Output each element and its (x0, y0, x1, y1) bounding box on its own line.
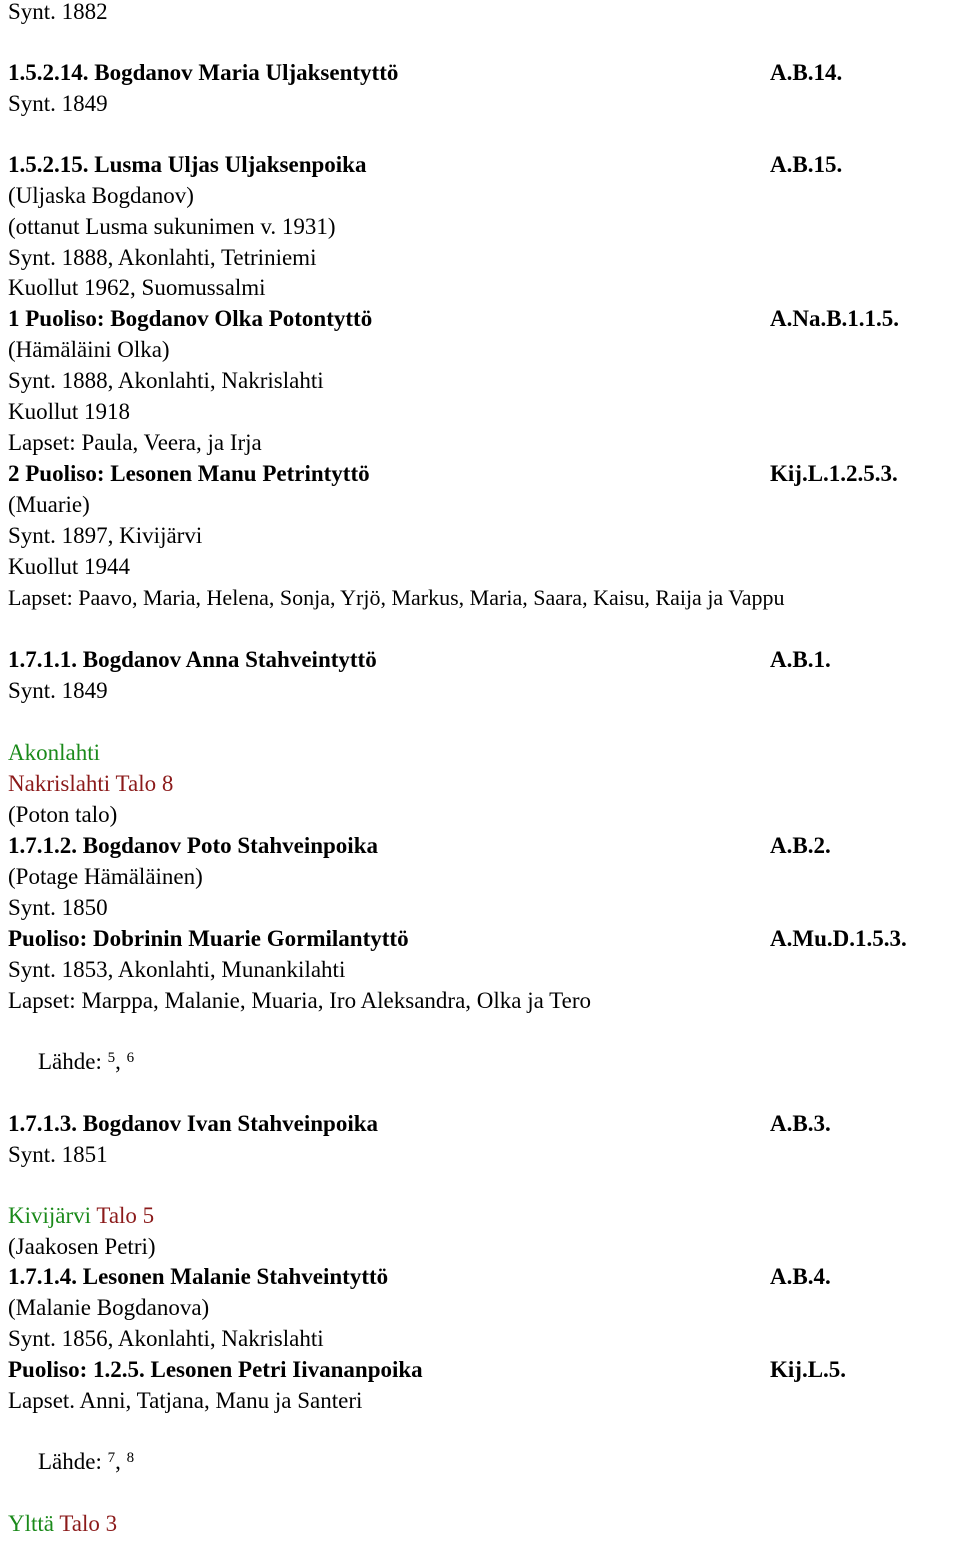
house-number: Talo 8 (115, 771, 174, 796)
alias-line: (Hämäläini Olka) (8, 337, 170, 362)
person-heading: 1.7.1.2. Bogdanov Poto Stahveinpoika (8, 833, 378, 858)
person-heading: 1.5.2.15. Lusma Uljas Uljaksenpoika (8, 152, 367, 177)
footnote-ref[interactable]: 5 (107, 1050, 116, 1066)
birth-line: Synt. 1897, Kivijärvi (8, 523, 203, 548)
birth-line: Synt. 1849 (8, 91, 108, 116)
reference-code: A.B.14. (770, 60, 843, 85)
alias-line: (Potage Hämäläinen) (8, 864, 203, 889)
person-heading: 1.7.1.4. Lesonen Malanie Stahveintyttö (8, 1264, 389, 1289)
person-heading: 1.7.1.3. Bogdanov Ivan Stahveinpoika (8, 1111, 379, 1136)
spouse-heading: 1 Puoliso: Bogdanov Olka Potontyttö (8, 306, 373, 331)
children-line: Lapset. Anni, Tatjana, Manu ja Santeri (8, 1388, 363, 1413)
reference-code: A.Mu.D.1.5.3. (770, 926, 907, 951)
reference-code: A.B.4. (770, 1264, 831, 1289)
birth-line: Synt. 1882 (8, 0, 108, 24)
alias-line: (Uljaska Bogdanov) (8, 183, 194, 208)
spouse-heading: Puoliso: 1.2.5. Lesonen Petri Iivananpoika (8, 1357, 423, 1382)
source-line (38, 1448, 134, 1476)
reference-code: A.B.1. (770, 647, 831, 672)
birth-line: Synt. 1853, Akonlahti, Munankilahti (8, 957, 346, 982)
house-name: (Poton talo) (8, 802, 118, 827)
reference-code: Kij.L.1.2.5.3. (770, 461, 898, 486)
source-label: Lähde: (38, 1049, 102, 1074)
village-heading: Akonlahti (8, 740, 100, 765)
spouse-heading: 2 Puoliso: Lesonen Manu Petrintyttö (8, 461, 370, 486)
house-number: Talo 5 (96, 1203, 155, 1228)
house-heading (8, 1510, 117, 1538)
footnote-ref[interactable]: 8 (126, 1450, 135, 1466)
house-name: (Jaakosen Petri) (8, 1234, 156, 1259)
reference-code: A.Na.B.1.1.5. (770, 306, 900, 331)
house-place: Nakrislahti (8, 771, 111, 796)
source-label: Lähde: (38, 1449, 102, 1474)
reference-code: A.B.15. (770, 152, 843, 177)
alias-line: (Muarie) (8, 492, 90, 517)
birth-line: Synt. 1851 (8, 1142, 108, 1167)
house-heading (8, 770, 173, 798)
birth-line: Synt. 1850 (8, 895, 108, 920)
house-place: Ylttä (8, 1511, 54, 1536)
reference-code: A.B.3. (770, 1111, 831, 1136)
death-line: Kuollut 1962, Suomussalmi (8, 275, 266, 300)
source-line (38, 1048, 134, 1076)
spouse-heading: Puoliso: Dobrinin Muarie Gormilantyttö (8, 926, 409, 951)
death-line: Kuollut 1918 (8, 399, 131, 424)
house-heading (8, 1202, 154, 1230)
birth-line: Synt. 1888, Akonlahti, Tetriniemi (8, 245, 317, 270)
birth-line: Synt. 1849 (8, 678, 108, 703)
children-line: Lapset: Marppa, Malanie, Muaria, Iro Aleksandra, Olka ja Tero (8, 988, 591, 1013)
birth-line: Synt. 1856, Akonlahti, Nakrislahti (8, 1326, 324, 1351)
footnote-ref[interactable]: 6 (126, 1050, 135, 1066)
person-heading: 1.7.1.1. Bogdanov Anna Stahveintyttö (8, 647, 377, 672)
footnote-ref[interactable]: 7 (107, 1450, 116, 1466)
reference-code: A.B.2. (770, 833, 831, 858)
death-line: Kuollut 1944 (8, 554, 131, 579)
house-number: Talo 3 (59, 1511, 118, 1536)
children-line: Lapset: Paula, Veera, ja Irja (8, 430, 262, 455)
separator: , (115, 1449, 121, 1474)
separator: , (115, 1049, 121, 1074)
birth-line: Synt. 1888, Akonlahti, Nakrislahti (8, 368, 324, 393)
person-heading: 1.5.2.14. Bogdanov Maria Uljaksentyttö (8, 60, 399, 85)
children-line: Lapset: Paavo, Maria, Helena, Sonja, Yrjö, Markus, Maria, Saara, Kaisu, Raija ja Vappu (8, 585, 785, 610)
note-line: (ottanut Lusma sukunimen v. 1931) (8, 214, 336, 239)
reference-code: Kij.L.5. (770, 1357, 847, 1382)
house-place: Kivijärvi (8, 1203, 92, 1228)
alias-line: (Malanie Bogdanova) (8, 1295, 210, 1320)
